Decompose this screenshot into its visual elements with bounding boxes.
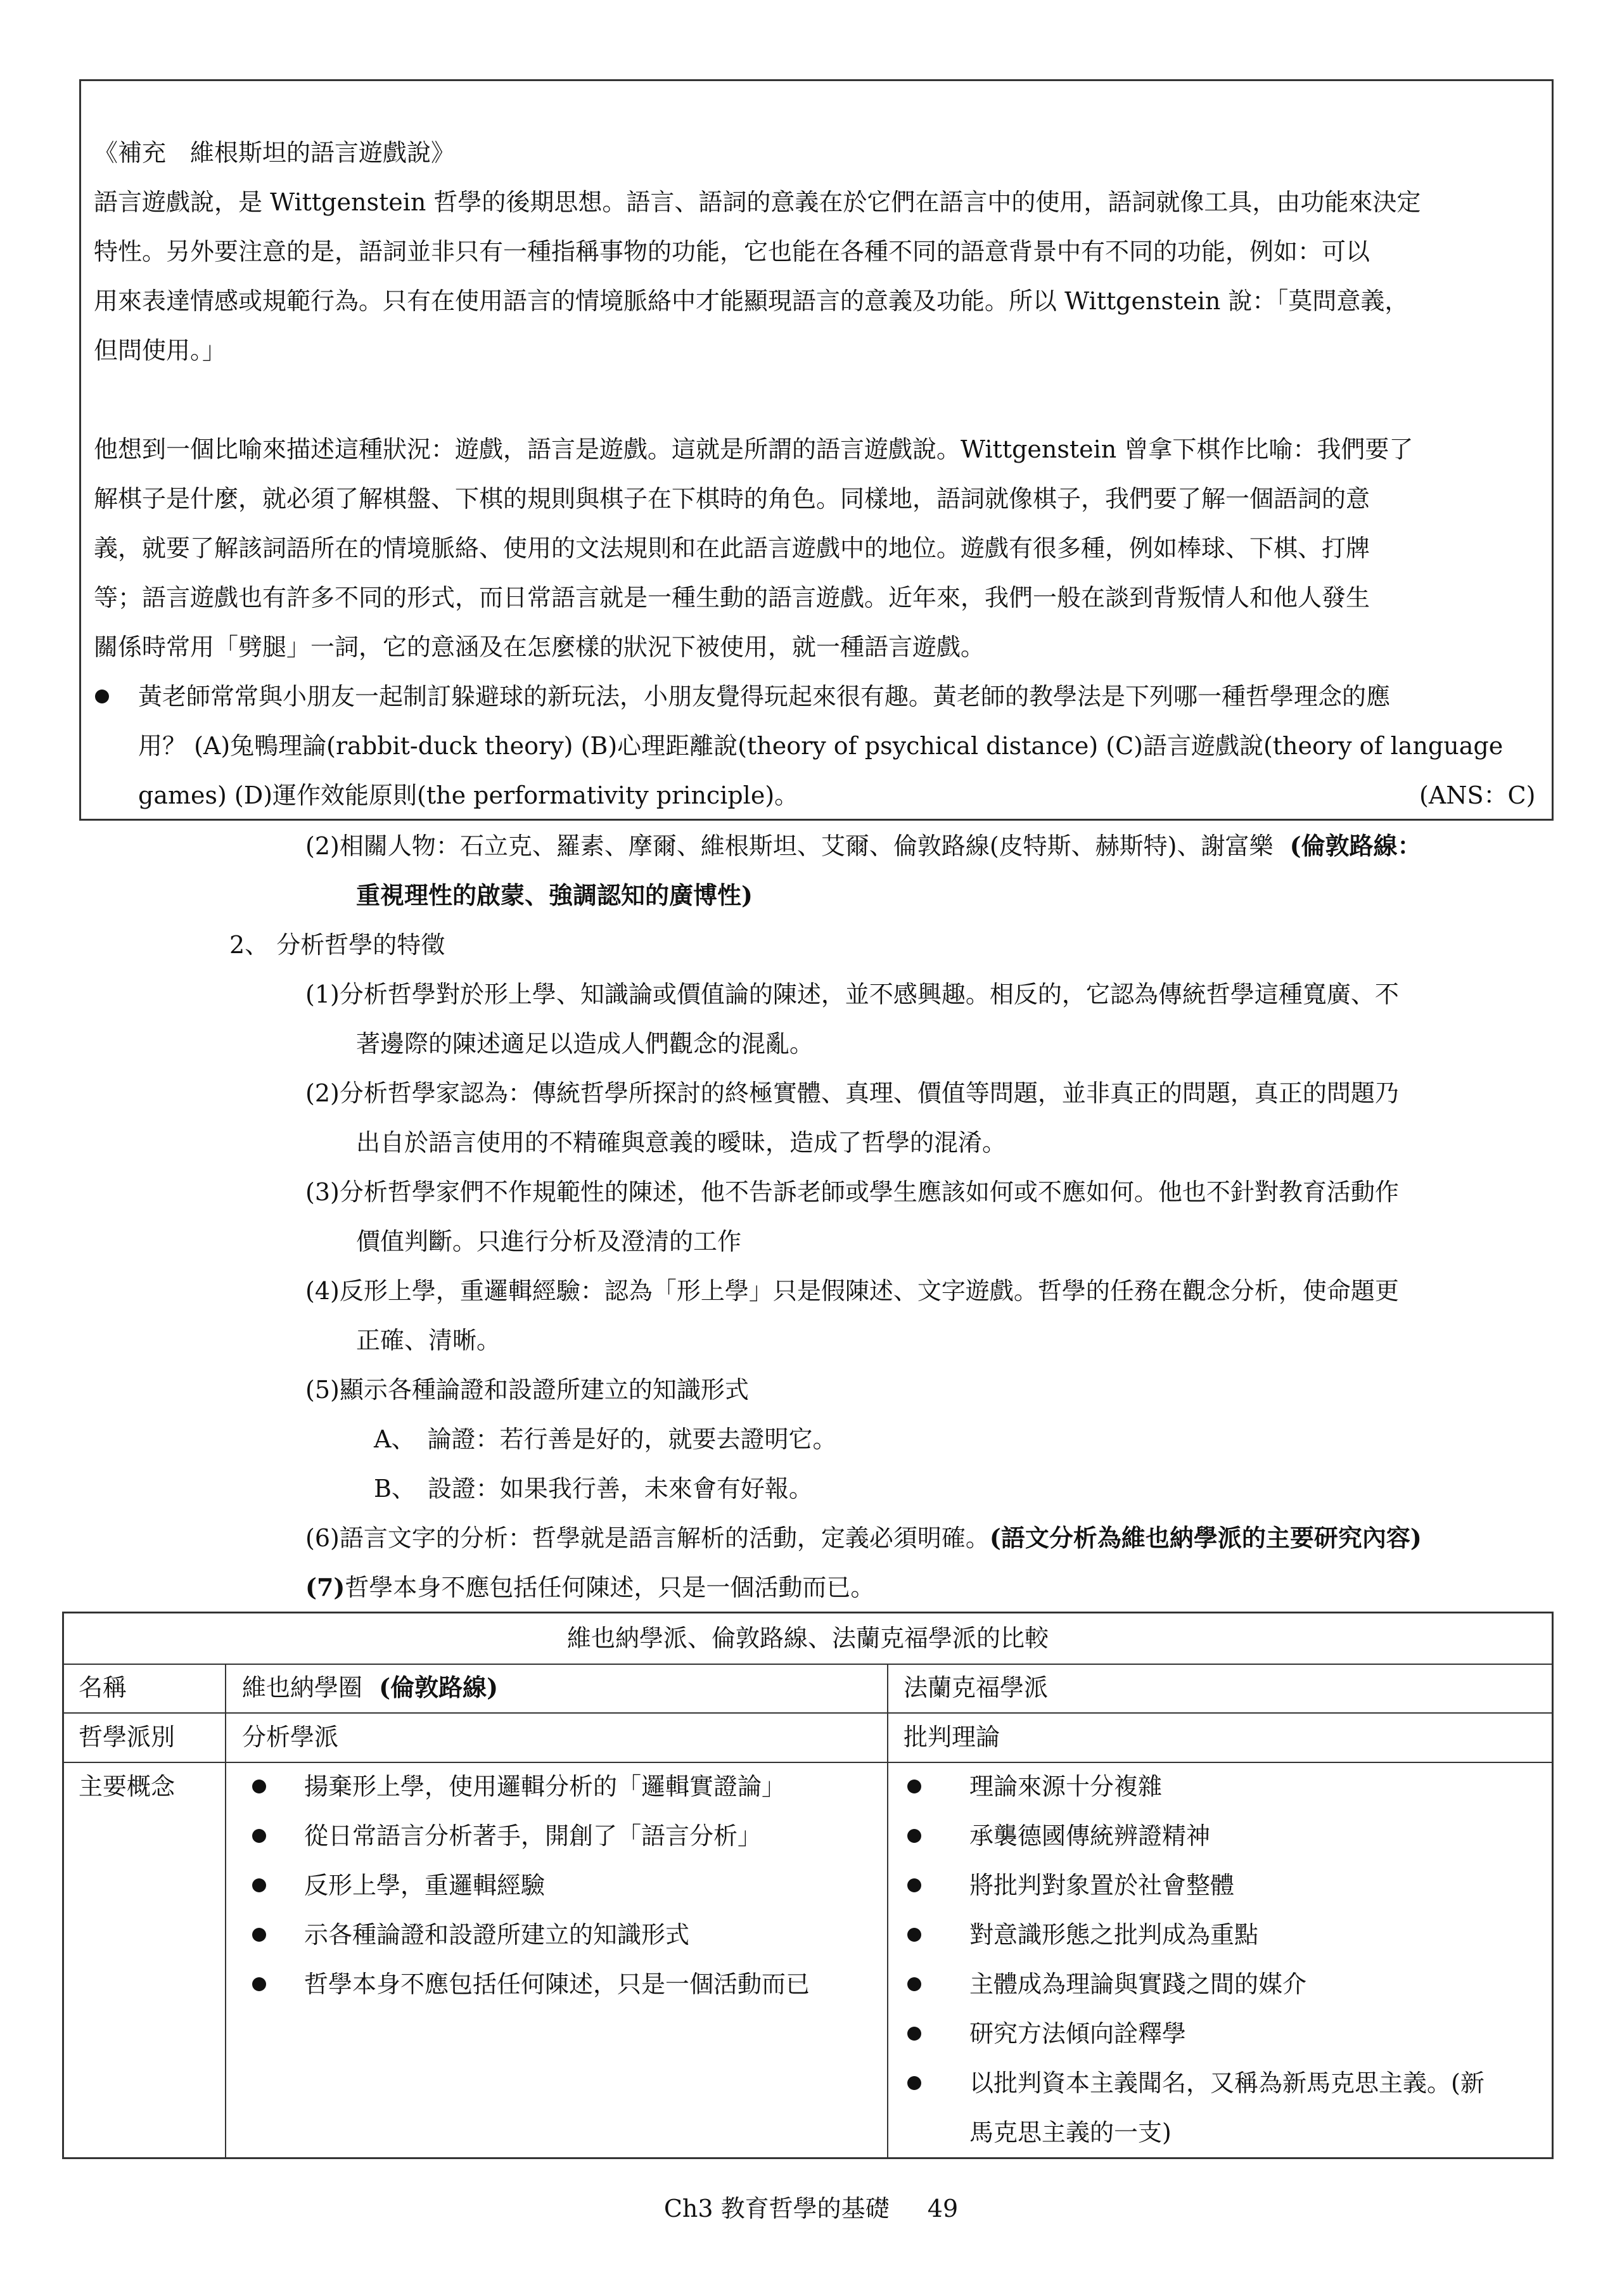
item-2-line2: 出自於語言使用的不精確與意義的曖昧，造成了哲學的混淆。	[356, 1129, 1007, 1157]
frankfurt-bullet-3	[907, 1878, 921, 1892]
table-row-line-2	[62, 1712, 1554, 1714]
vienna-bullet-5	[252, 1977, 266, 1991]
supplement-para2-line5: 關係時常用「劈腿」一詞，它的意涵及在怎麼樣的狀況下被使用，就一種語言遊戲。	[94, 633, 985, 661]
frankfurt-concept-2: 承襲德國傳統辨證精神	[969, 1822, 1211, 1850]
frankfurt-concept-7-cont: 馬克思主義的一支)	[969, 2119, 1172, 2146]
page-footer	[0, 2197, 1622, 2221]
item-6	[305, 1523, 1422, 1552]
frankfurt-bullet-1	[907, 1780, 921, 1793]
related-figures-line2: 重視理性的啟蒙、強調認知的廣博性)	[356, 881, 753, 909]
vienna-bullet-2	[252, 1829, 266, 1843]
supplement-para1-line4: 但問使用。」	[94, 337, 227, 364]
frankfurt-name: 法蘭克福學派	[904, 1674, 1049, 1702]
related-figures-bold: (倫敦路線：	[1289, 831, 1422, 860]
supplement-para1-line3: 用來表達情感或規範行為。只有在使用語言的情境脈絡中才能顯現語言的意義及功能。所以 Wittgenstein 說：「莫問意義，	[94, 287, 1409, 315]
vienna-school: 分析學派	[242, 1723, 339, 1751]
item-4-line1: (4)反形上學，重邏輯經驗：認為「形上學」只是假陳述、文字遊戲。哲學的任務在觀念分析，使命題更	[305, 1277, 1399, 1305]
supplement-para1-line2: 特性。另外要注意的是，語詞並非只有一種指稱事物的功能，它也能在各種不同的語意背景中有不同的功能，例如：可以	[94, 238, 1370, 266]
vienna-concept-4: 示各種論證和設證所建立的知識形式	[304, 1921, 690, 1949]
item-7-text: 哲學本身不應包括任何陳述，只是一個活動而已。	[345, 1574, 875, 1601]
item-6-text: (6)語言文字的分析：哲學就是語言解析的活動，定義必須明確。	[305, 1524, 990, 1552]
row-name-label: 名稱	[79, 1674, 127, 1702]
answer-label: (ANS：C)	[1419, 781, 1536, 809]
row-school-label: 哲學派別	[79, 1723, 176, 1751]
supplement-para2-line4: 等；語言遊戲也有許多不同的形式，而日常語言就是一種生動的語言遊戲。近年來，我們一般在談到背叛情人和他人發生	[94, 584, 1370, 612]
vienna-concept-3: 反形上學，重邏輯經驗	[304, 1871, 546, 1899]
supplement-para2-line1: 他想到一個比喻來描述這種狀況：遊戲，語言是遊戲。這就是所謂的語言遊戲說。Wittgenstein 曾拿下棋作比喻：我們要了	[94, 435, 1414, 463]
frankfurt-bullet-7	[907, 2076, 921, 2090]
item-3-line2: 價值判斷。只進行分析及澄清的工作	[356, 1228, 742, 1255]
supplement-para2-line3: 義，就要了解該詞語所在的情境脈絡、使用的文法規則和在此語言遊戲中的地位。遊戲有很多種，例如棒球、下棋、打牌	[94, 534, 1370, 562]
vienna-concept-1: 揚棄形上學，使用邏輯分析的「邏輯實證論」	[304, 1773, 786, 1800]
frankfurt-bullet-6	[907, 2027, 921, 2041]
frankfurt-bullet-4	[907, 1928, 921, 1942]
vienna-concept-5: 哲學本身不應包括任何陳述，只是一個活動而已	[304, 1970, 810, 1998]
row-concepts-label: 主要概念	[79, 1773, 176, 1800]
frankfurt-bullet-2	[907, 1829, 921, 1843]
vienna-bullet-4	[252, 1928, 266, 1942]
vienna-bullet-3	[252, 1878, 266, 1892]
frankfurt-concept-4: 對意識形態之批判成為重點	[969, 1921, 1259, 1949]
footer-page-number: 49	[927, 2195, 959, 2222]
item-3-line1: (3)分析哲學家們不作規範性的陳述，他不告訴老師或學生應該如何或不應如何。他也不針對教育活動作	[305, 1178, 1399, 1206]
frankfurt-concept-7: 以批判資本主義聞名，又稱為新馬克思主義。(新	[969, 2069, 1485, 2097]
table-title: 維也納學派、倫敦路線、法蘭克福學派的比較	[566, 1624, 1049, 1652]
sub-item-b: B、 設證：如果我行善，未來會有好報。	[374, 1475, 813, 1503]
item-6-bold: (語文分析為維也納學派的主要研究內容)	[989, 1523, 1422, 1552]
item-1-line1: (1)分析哲學對於形上學、知識論或價值論的陳述，並不感興趣。相反的，它認為傳統哲學這種寬廣、不	[305, 980, 1399, 1008]
vienna-bullet-1	[252, 1780, 266, 1793]
footer-chapter: Ch3 教育哲學的基礎	[663, 2195, 890, 2222]
supplement-title: 《補充 維根斯坦的語言遊戲說》	[94, 139, 456, 167]
table-col-line-1	[225, 1664, 226, 2159]
vienna-name-bold: (倫敦路線)	[379, 1673, 499, 1702]
item-4-line2: 正確、清晰。	[356, 1326, 501, 1354]
frankfurt-bullet-5	[907, 1977, 921, 1991]
table-col-line-2	[887, 1664, 888, 2159]
supplement-para2-line2: 解棋子是什麼，就必須了解棋盤、下棋的規則與棋子在下棋時的角色。同樣地，語詞就像棋子，我們要了解一個語詞的意	[94, 485, 1370, 513]
table-row-line-1	[62, 1664, 1554, 1665]
sub-item-a: A、 論證：若行善是好的，就要去證明它。	[374, 1425, 837, 1453]
item-2-line1: (2)分析哲學家認為：傳統哲學所探討的終極實體、真理、價值等問題，並非真正的問題，真正的問題乃	[305, 1079, 1399, 1107]
supplement-para1-line1: 語言遊戲說，是 Wittgenstein 哲學的後期思想。語言、語詞的意義在於它們在語言中的使用，語詞就像工具，由功能來決定	[94, 188, 1421, 216]
frankfurt-concept-1: 理論來源十分複雜	[969, 1773, 1163, 1800]
frankfurt-concept-3: 將批判對象置於社會整體	[969, 1871, 1235, 1899]
vienna-concept-2: 從日常語言分析著手，開創了「語言分析」	[304, 1822, 762, 1850]
question-line3: games) (D)運作效能原則(the performativity principle)。	[138, 781, 799, 809]
related-figures-text: (2)相關人物：石立克、羅素、摩爾、維根斯坦、艾爾、倫敦路線(皮特斯、赫斯特)、謝富樂	[305, 832, 1274, 860]
vienna-name	[242, 1673, 499, 1702]
related-figures-line1	[305, 831, 1422, 860]
vienna-name-text: 維也納學圈	[242, 1674, 363, 1702]
item-1-line2: 著邊際的陳述適足以造成人們觀念的混亂。	[356, 1030, 814, 1058]
section-heading: 2、 分析哲學的特徵	[229, 931, 445, 959]
table-row-line-3	[62, 1762, 1554, 1763]
item-7	[305, 1575, 874, 1600]
frankfurt-school: 批判理論	[904, 1723, 1000, 1751]
question-line2: 用？ (A)兔鴨理論(rabbit-duck theory) (B)心理距離說(theory of psychical distance) (C)語言遊戲說(theory of language	[138, 732, 1504, 760]
question-bullet	[95, 689, 109, 703]
question-line1: 黃老師常常與小朋友一起制訂躲避球的新玩法，小朋友覺得玩起來很有趣。黃老師的教學法是下列哪一種哲學理念的應	[138, 683, 1391, 710]
frankfurt-concept-5: 主體成為理論與實踐之間的媒介	[969, 1970, 1307, 1998]
item-7-number: (7)	[305, 1573, 345, 1601]
frankfurt-concept-6: 研究方法傾向詮釋學	[969, 2020, 1187, 2048]
item-5: (5)顯示各種論證和設證所建立的知識形式	[305, 1376, 749, 1404]
